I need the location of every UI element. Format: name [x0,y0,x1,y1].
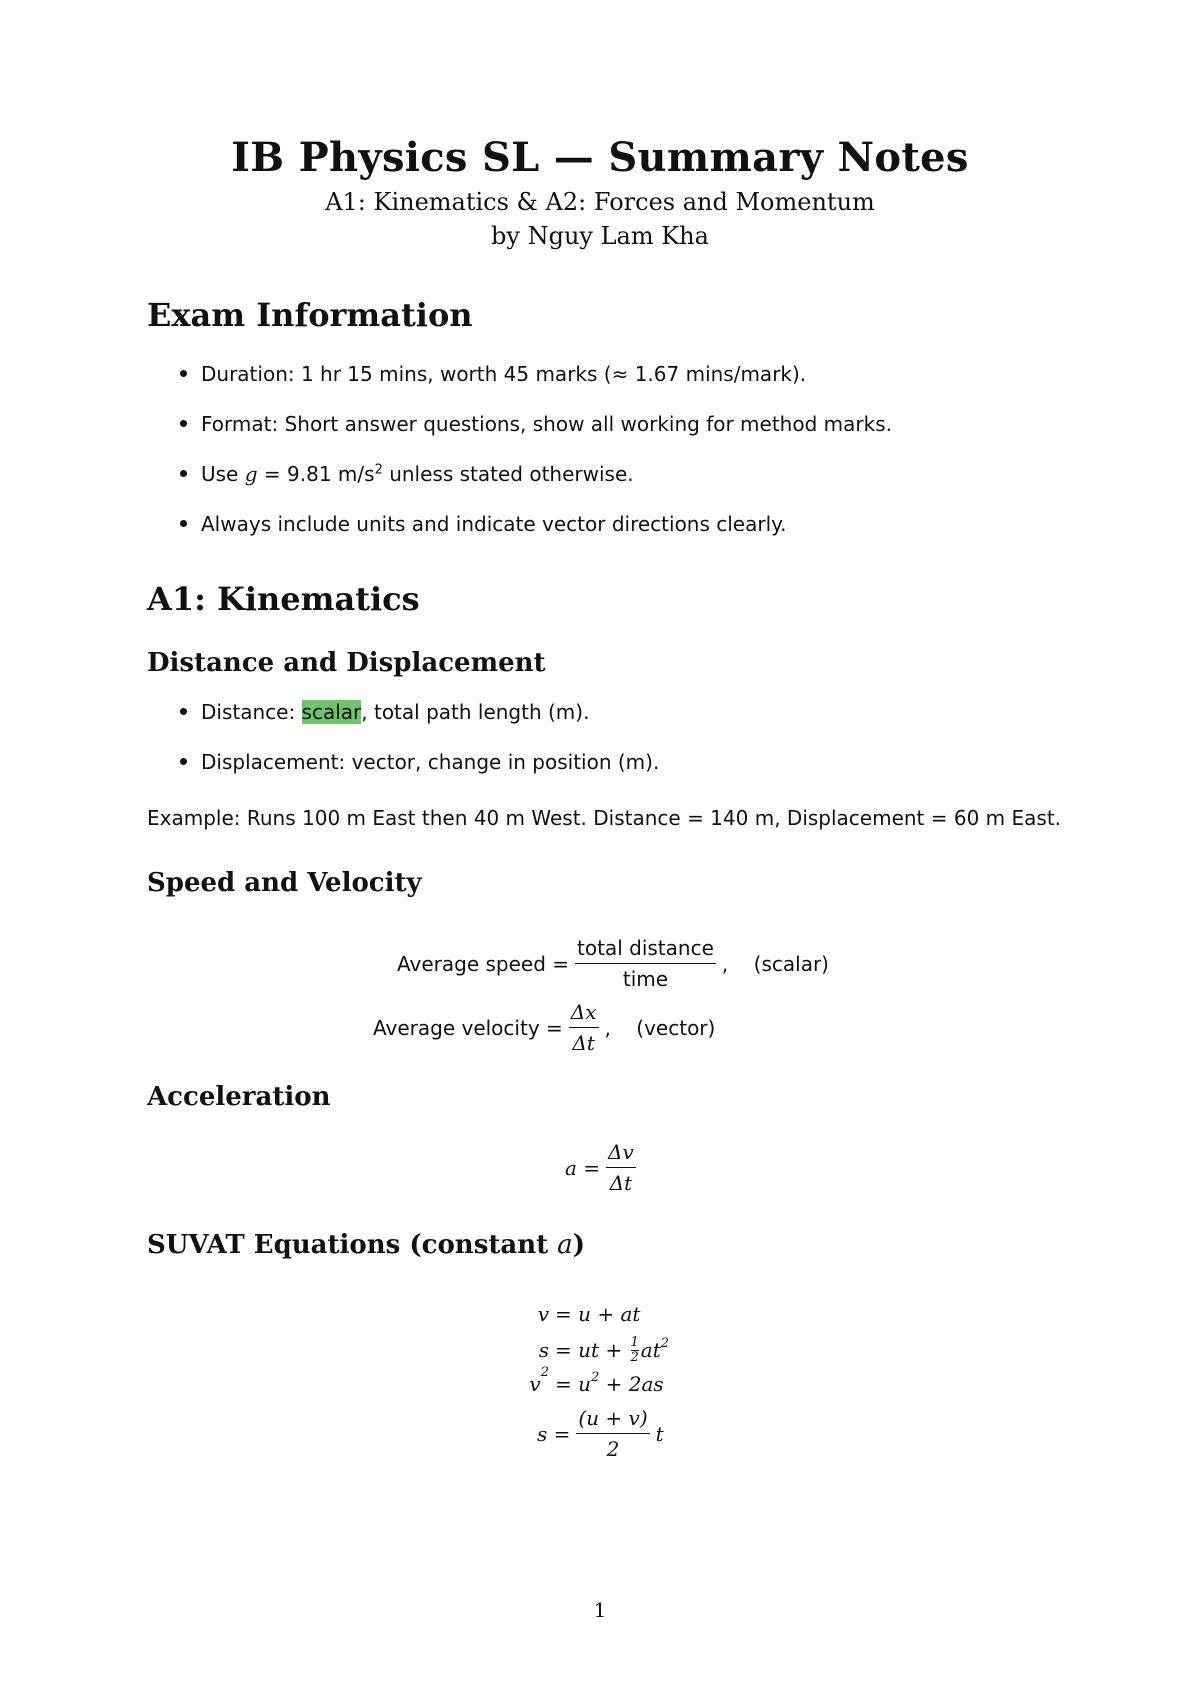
bullet-text: Displacement: vector, change in position (m). [201,750,660,774]
numerator: Δx [569,1000,599,1028]
list-item [180,512,787,536]
equation-lhs: s [538,1338,549,1362]
section-heading-kinematics: A1: Kinematics [147,580,420,618]
list-item [180,362,806,386]
bullet-icon [180,370,187,377]
list-item [180,462,634,486]
equation-rhs: = u + at [555,1302,641,1326]
equation-note: , (scalar) [721,951,829,976]
numerator: 1 [630,1335,639,1350]
exponent: 2 [591,1369,600,1385]
heading-text: SUVAT Equations (constant [147,1230,558,1260]
equation-tail: t [655,1421,664,1446]
suvat-equation-2 [527,1336,669,1364]
fraction [575,936,716,991]
half-fraction [631,1336,639,1364]
bullet-icon [180,758,187,765]
numerator: (u + v) [576,1406,649,1434]
equation-rhs: = u [555,1372,591,1396]
denominator: 2 [630,1350,639,1365]
suvat-equation-3 [527,1365,664,1396]
equation-lhs [527,1365,549,1396]
bullet-text-suffix: , total path length (m). [361,700,590,724]
equation-average-velocity [373,1000,715,1055]
bullet-text-prefix: Distance: [201,700,302,724]
bullet-text: Format: Short answer questions, show all working for method marks. [201,412,892,436]
equation-rhs-term: + 2as [599,1372,664,1396]
subsection-heading-distance: Distance and Displacement [147,648,546,678]
subsection-heading-speed: Speed and Velocity [147,868,422,898]
heading-close: ) [572,1230,585,1260]
denominator: Δt [609,1171,633,1195]
bullet-icon [180,420,187,427]
gravity-exponent: 2 [374,462,383,478]
numerator: Δv [606,1140,636,1168]
subsection-heading-suvat [147,1230,585,1260]
subsection-heading-acceleration: Acceleration [147,1082,331,1112]
bullet-icon [180,708,187,715]
denominator: time [622,967,669,991]
bullet-text: Always include units and indicate vector directions clearly. [201,512,787,536]
example-text: Example: Runs 100 m East then 40 m West. Distance = 140 m, Displacement = 60 m East. [147,806,1062,830]
equation-acceleration [565,1140,642,1195]
equation-lhs: v [537,1302,549,1326]
heading-variable: a [557,1230,573,1260]
fraction [576,1406,649,1461]
list-item [180,750,659,774]
page-number: 1 [593,1598,607,1622]
numerator: total distance [575,936,716,964]
equation-rhs: = ut + [555,1338,629,1362]
fraction [606,1140,636,1195]
bullet-icon [180,470,187,477]
equation-lhs: s = [537,1421,571,1446]
lhs-symbol: v [529,1372,541,1396]
bullet-text-suffix: unless stated otherwise. [382,462,634,486]
equation-average-speed [397,936,829,991]
bullet-text-prefix: Use [201,462,245,486]
gravity-symbol: g [244,462,258,486]
equation-label: Average velocity = [373,1015,563,1040]
exponent: 2 [540,1365,549,1381]
equation-label: Average speed = [397,951,570,976]
equation-rhs-term: at [640,1338,661,1362]
author-line: by Nguy Lam Kha [491,222,709,250]
denominator: 2 [606,1437,620,1461]
page-title: IB Physics SL — Summary Notes [231,134,969,181]
exponent: 2 [660,1335,670,1351]
list-item [180,412,892,436]
suvat-equation-4 [537,1406,664,1461]
denominator: Δt [572,1031,595,1055]
page-subtitle: A1: Kinematics & A2: Forces and Momentum [325,188,875,216]
highlighted-word: scalar [301,700,362,724]
gravity-value: = 9.81 m/s [257,462,375,486]
fraction [569,1000,599,1055]
section-heading-exam: Exam Information [147,296,473,334]
bullet-icon [180,520,187,527]
equation-note: , (vector) [604,1015,716,1040]
suvat-equation-1 [527,1302,640,1326]
bullet-text: Duration: 1 hr 15 mins, worth 45 marks (≈ 1.67 mins/mark). [201,362,807,386]
list-item [180,700,589,724]
equation-lhs: a = [565,1155,601,1180]
